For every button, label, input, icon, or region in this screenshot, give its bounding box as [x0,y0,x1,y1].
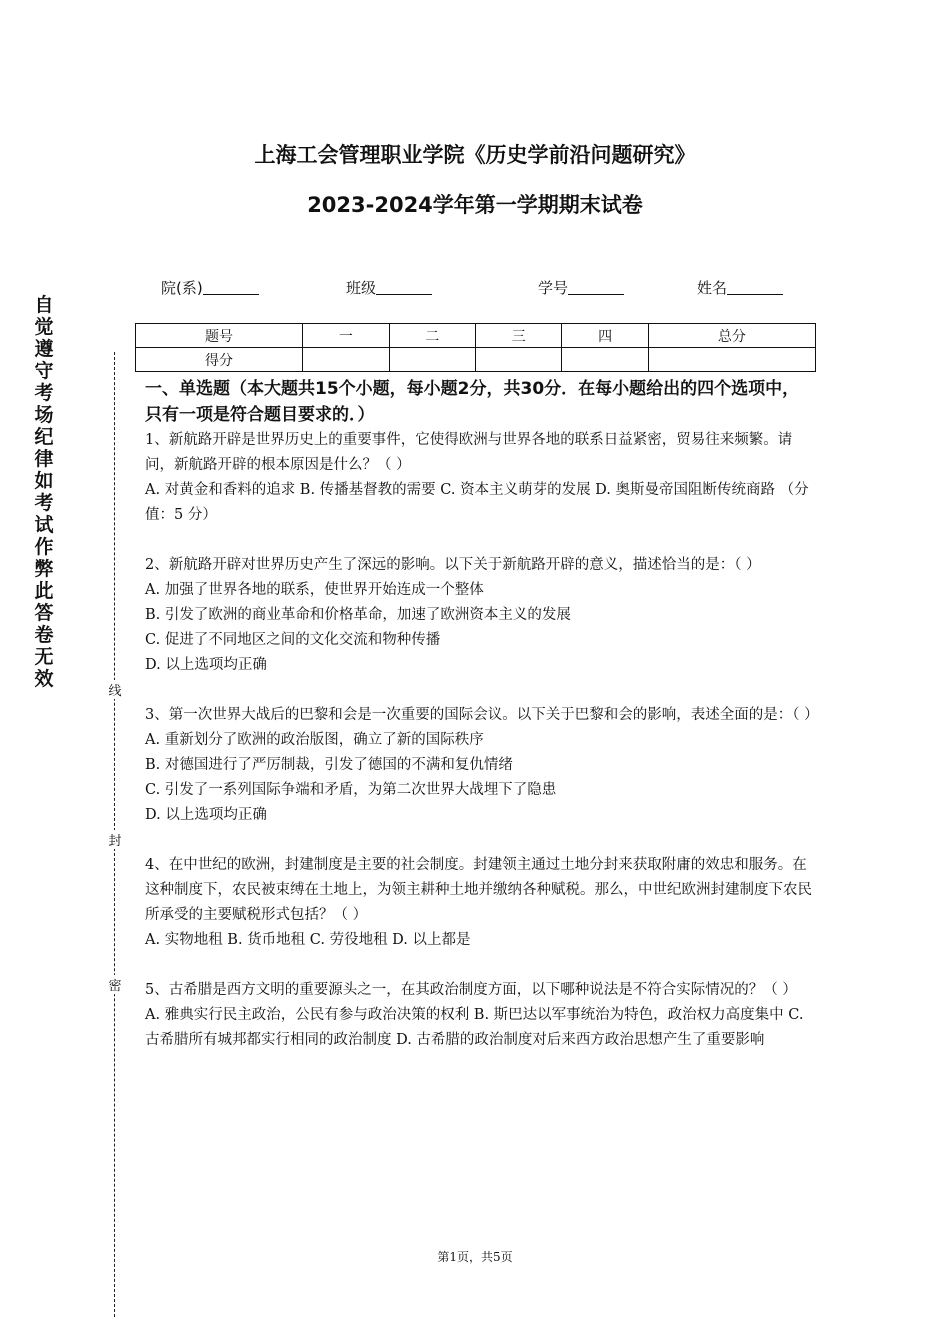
question-options: A. 对黄金和香料的追求 B. 传播基督教的需要 C. 资本主义萌芽的发展 D. 奥斯曼帝国阻断传统商路 （分值：5 分） [145,482,809,523]
student-id-blank[interactable] [568,278,624,295]
name-label: 姓名 [697,279,728,297]
option-c: C. 引发了一系列国际争端和矛盾，为第二次世界大战埋下了隐患 [145,782,557,798]
question-block [145,978,815,1053]
question-spacer [145,528,815,553]
score-header-cell: 三 [475,324,561,348]
option-b: B. 对德国进行了严厉制裁，引发了德国的不满和复仇情绪 [145,757,513,773]
score-header-cell: 一 [303,324,389,348]
student-id-field [538,277,624,298]
name-blank[interactable] [727,278,783,295]
score-header-cell: 二 [389,324,475,348]
class-label: 班级 [346,279,377,297]
dept-blank[interactable] [203,278,259,295]
question-stem: 5、古希腊是西方文明的重要源头之一，在其政治制度方面，以下哪种说法是不符合实际情况的？（ ） [145,982,797,998]
question-spacer [145,828,815,853]
question-stem: 4、在中世纪的欧洲，封建制度是主要的社会制度。封建领主通过土地分封来获取附庸的效忠和服务。在这种制度下，农民被束缚在土地上，为领主耕种土地并缴纳各种赋税。那么，中世纪欧洲封建制度下农民所承受的主要赋税形式包括？（ ） [145,857,812,923]
question-block [145,553,815,678]
question-stem: 2、新航路开辟对世界历史产生了深远的影响。以下关于新航路开辟的意义，描述恰当的是：（ ） [145,557,761,573]
student-info-row [0,277,950,301]
score-cell[interactable] [303,348,389,372]
score-cell[interactable] [648,348,815,372]
score-header-cell: 总分 [648,324,815,348]
page-number: 第1页，共5页 [437,1250,513,1264]
option-a: A. 加强了世界各地的联系，使世界开始连成一个整体 [145,582,484,598]
question-spacer [145,678,815,703]
class-field [346,277,432,298]
exam-title: 上海工会管理职业学院《历史学前沿问题研究》 [254,143,696,167]
score-row-label: 得分 [136,348,303,372]
exam-discipline-notice: 自觉遵守考场纪律如考试作弊此答卷无效 [34,294,54,690]
option-b: B. 引发了欧洲的商业革命和价格革命，加速了欧洲资本主义的发展 [145,607,571,623]
score-cell[interactable] [475,348,561,372]
class-blank[interactable] [376,278,432,295]
question-options: A. 实物地租 B. 货币地租 C. 劳役地租 D. 以上都是 [145,932,471,948]
dept-field [161,277,259,298]
option-a: A. 重新划分了欧洲的政治版图，确立了新的国际秩序 [145,732,484,748]
option-d: D. 以上选项均正确 [145,657,267,673]
exam-content [145,376,819,1053]
question-block [145,428,815,528]
score-header-cell: 四 [562,324,648,348]
score-table-header-row [136,324,816,348]
score-cell[interactable] [562,348,648,372]
exam-subtitle: 2023-2024学年第一学期期末试卷 [307,193,643,217]
section-heading: 一、单选题（本大题共15个小题，每小题2分，共30分．在每小题给出的四个选项中，只有一项是符合题目要求的．） [145,379,800,425]
question-stem: 3、第一次世界大战后的巴黎和会是一次重要的国际会议。以下关于巴黎和会的影响，表述全面的是：（ ） [145,707,819,723]
question-spacer [145,953,815,978]
option-d: D. 以上选项均正确 [145,807,267,823]
question-stem: 1、新航路开辟是世界历史上的重要事件，它使得欧洲与世界各地的联系日益紧密，贸易往来频繁。请问，新航路开辟的根本原因是什么？（ ） [145,432,793,473]
seal-secret-label: 密 [106,975,124,994]
seal-line-label: 线 [106,680,124,699]
student-id-label: 学号 [538,279,569,297]
dept-label: 院(系) [161,279,203,297]
option-c: C. 促进了不同地区之间的文化交流和物种传播 [145,632,441,648]
score-table [135,323,816,372]
score-cell[interactable] [389,348,475,372]
question-block [145,853,815,953]
name-field [697,277,783,298]
question-block [145,703,819,828]
score-table-score-row [136,348,816,372]
question-options: A. 雅典实行民主政治，公民有参与政治决策的权利 B. 斯巴达以军事统治为特色，政治权力高度集中 C. 古希腊所有城邦都实行相同的政治制度 D. 古希腊的政治制度对后来西方政治思想产生了重要影响 [145,1007,804,1048]
score-header-cell: 题号 [136,324,303,348]
seal-seal-label: 封 [106,830,124,849]
